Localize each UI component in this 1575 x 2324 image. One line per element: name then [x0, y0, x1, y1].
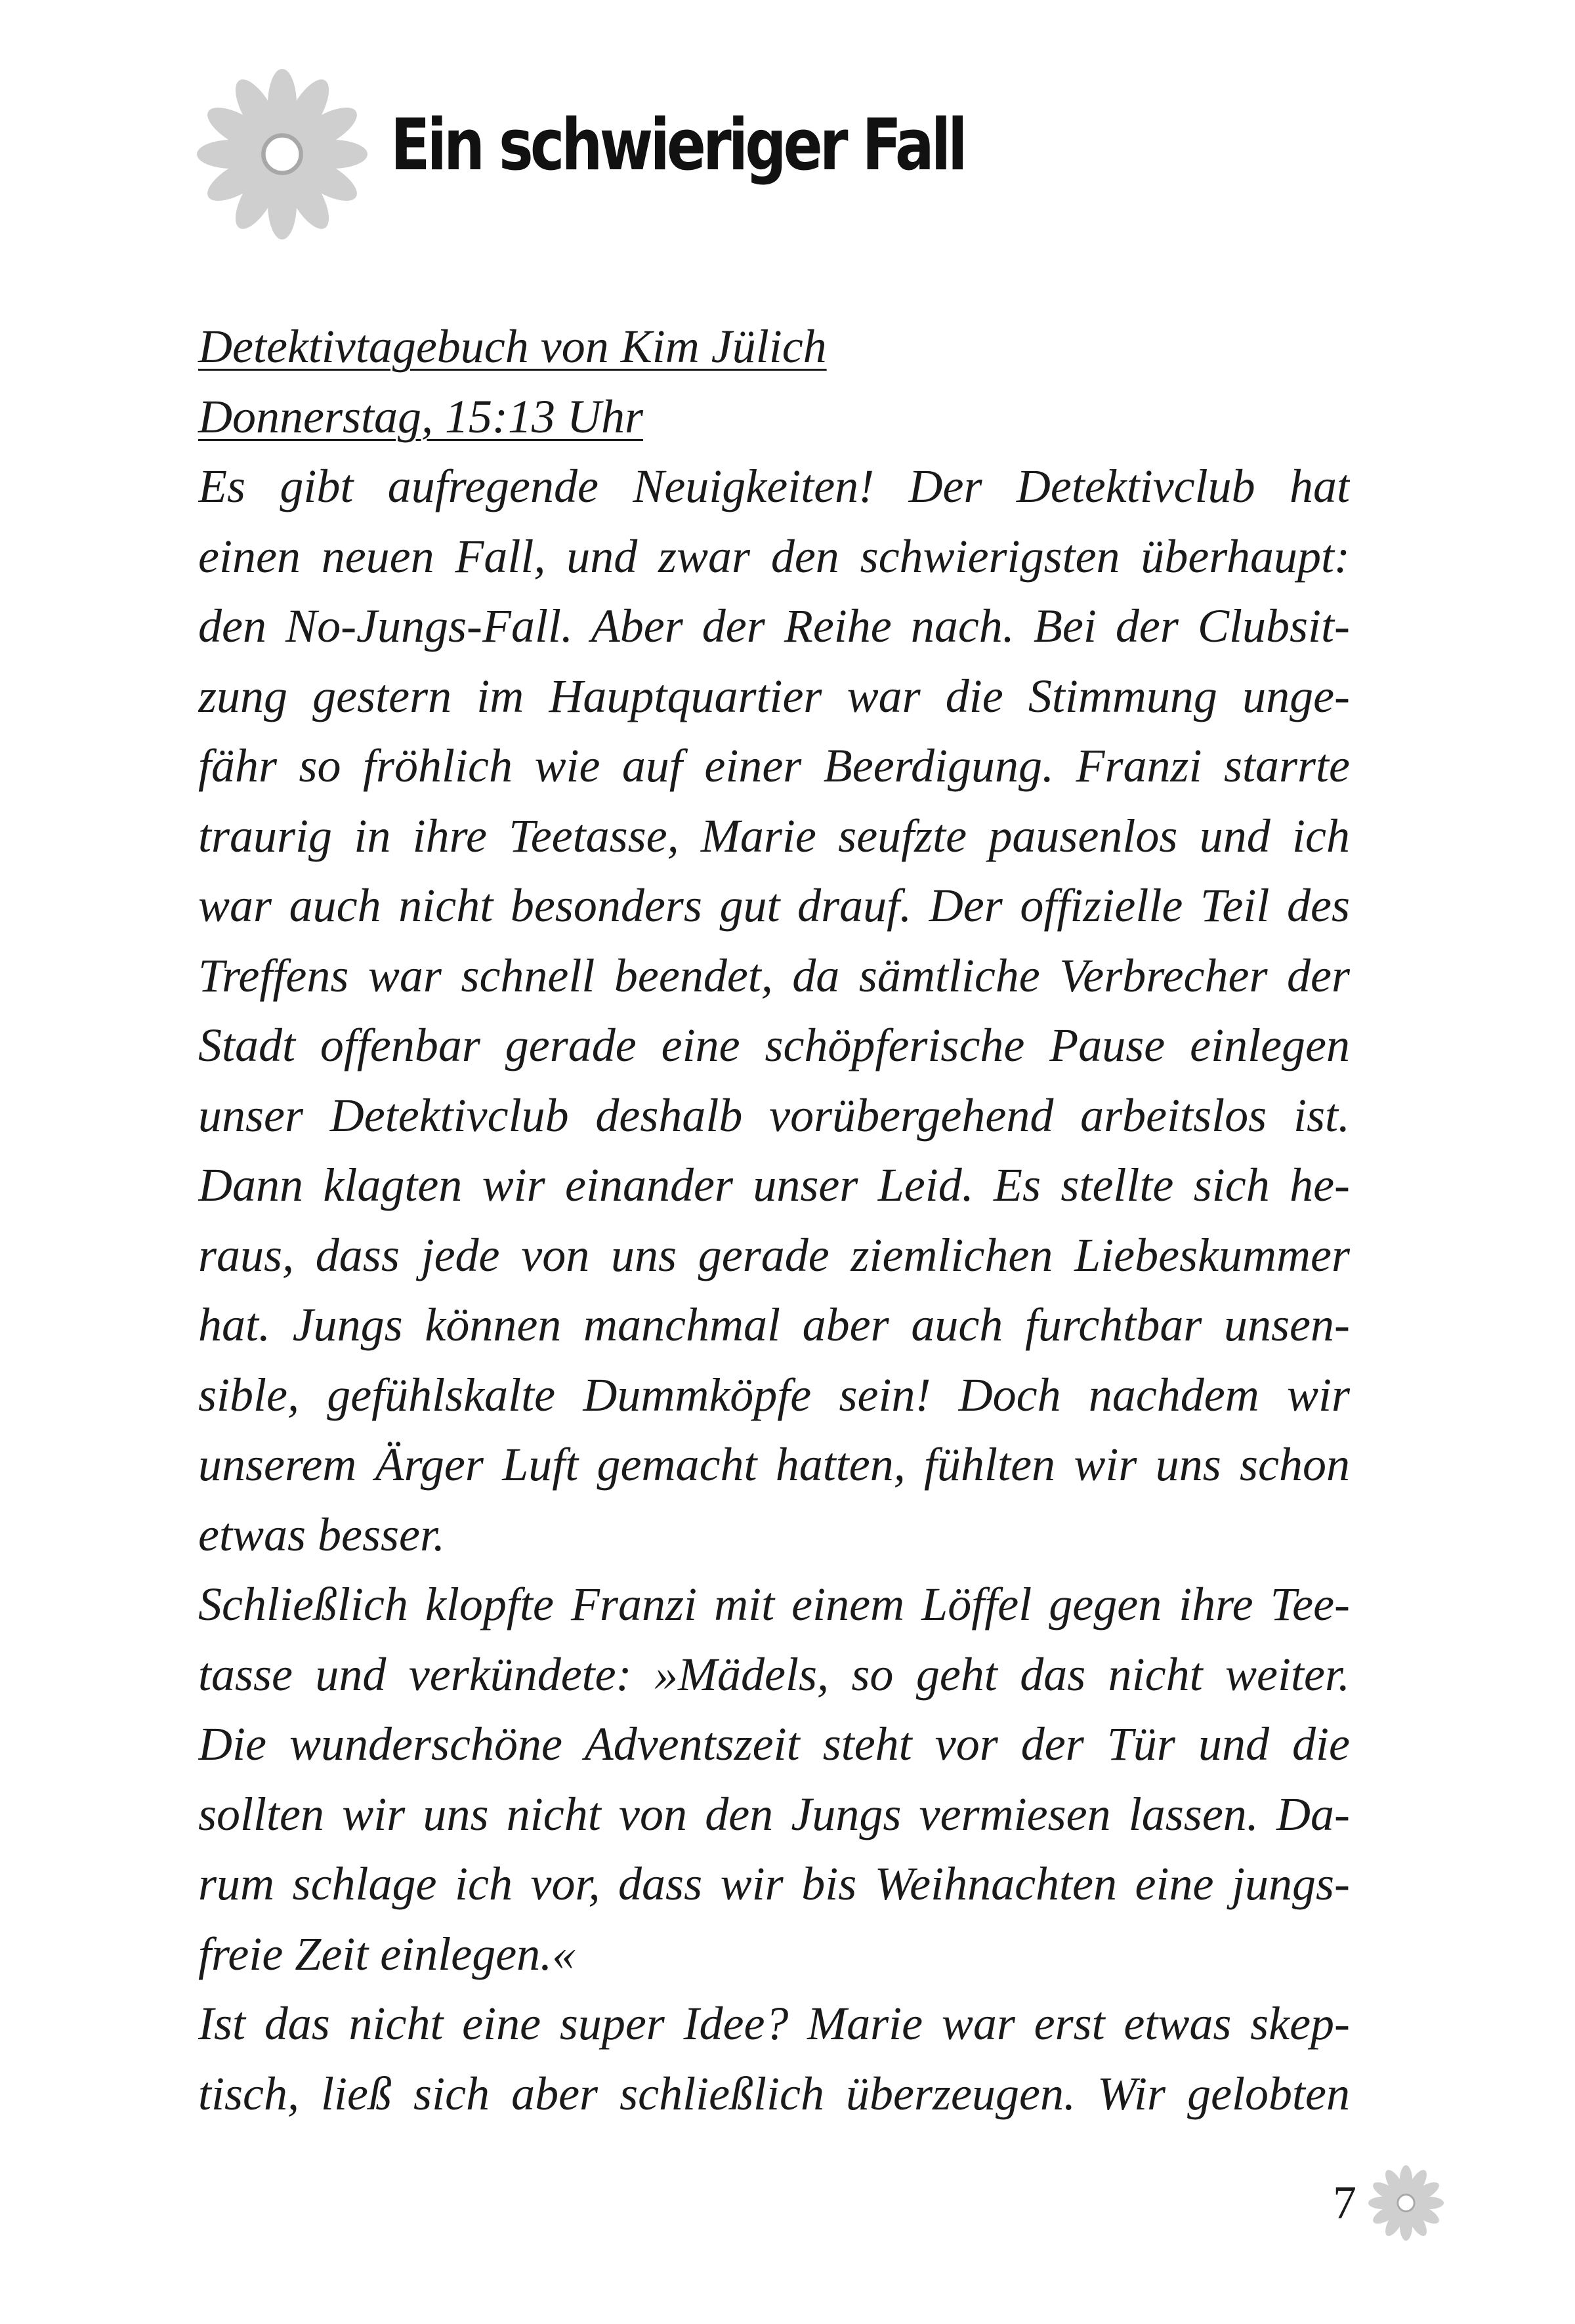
text-line: Es gibt aufregende Neuigkeiten! Der Detektivclub hat	[198, 460, 1350, 512]
text-line: traurig in ihre Teetasse, Marie seufzte pausenlos und ich	[198, 809, 1350, 862]
text-line: zung gestern im Hauptquartier war die Stimmung unge-	[198, 669, 1350, 722]
text-line: den No-Jungs-Fall. Aber der Reihe nach. Bei der Clubsit-	[198, 600, 1350, 652]
text-line: tisch, ließ sich aber schließlich überzeugen. Wir gelobten	[198, 2067, 1350, 2120]
text-line: tasse und verkündete: »Mädels, so geht das nicht weiter.	[198, 1648, 1350, 1701]
text-line: Treffens war schnell beendet, da sämtliche Verbrecher der	[198, 949, 1350, 1002]
text-line: rum schlage ich vor, dass wir bis Weihnachten eine jungs-	[198, 1857, 1350, 1910]
text-line: freie Zeit einlegen.«	[198, 1927, 576, 1980]
text-line: sollten wir uns nicht von den Jungs vermiesen lassen. Da-	[198, 1787, 1350, 1840]
text-line: fähr so fröhlich wie auf einer Beerdigung. Franzi starrte	[198, 739, 1350, 792]
text-line: unserem Ärger Luft gemacht hatten, fühlten wir uns schon	[198, 1438, 1350, 1491]
chapter-header	[197, 69, 368, 239]
text-line: war auch nicht besonders gut drauf. Der offizielle Teil des	[198, 879, 1350, 932]
page-number: 7	[1333, 2176, 1356, 2229]
diary-date: Donnerstag, 15:13 Uhr	[198, 390, 643, 443]
text-line: sible, gefühlskalte Dummköpfe sein! Doch nachdem wir	[198, 1368, 1350, 1421]
text-line: etwas besser.	[198, 1508, 445, 1561]
chapter-title: Ein schwieriger Fall	[390, 104, 965, 186]
text-line: einen neuen Fall, und zwar den schwierigsten überhaupt:	[198, 529, 1350, 583]
diary-heading: Detektivtagebuch von Kim Jülich	[198, 320, 827, 373]
text-line: Dann klagten wir einander unser Leid. Es stellte sich he-	[198, 1159, 1350, 1211]
text-line: Die wunderschöne Adventszeit steht vor der Tür und die	[198, 1718, 1350, 1770]
text-line: Ist das nicht eine super Idee? Marie war erst etwas skep-	[198, 1997, 1350, 2050]
text-line: Stadt offenbar gerade eine schöpferische Pause einlegen	[198, 1019, 1350, 1071]
diary-entry	[198, 312, 1350, 2128]
text-line: hat. Jungs können manchmal aber auch furchtbar unsen-	[198, 1298, 1350, 1351]
flower-icon	[197, 69, 368, 239]
text-line: unser Detektivclub deshalb vorübergehend arbeitslos ist.	[198, 1089, 1350, 1142]
page-footer	[1333, 2165, 1444, 2241]
flower-icon	[1368, 2165, 1444, 2241]
text-line: Schließlich klopfte Franzi mit einem Löffel gegen ihre Tee-	[198, 1578, 1350, 1630]
text-line: raus, dass jede von uns gerade ziemlichen Liebeskummer	[198, 1228, 1350, 1281]
